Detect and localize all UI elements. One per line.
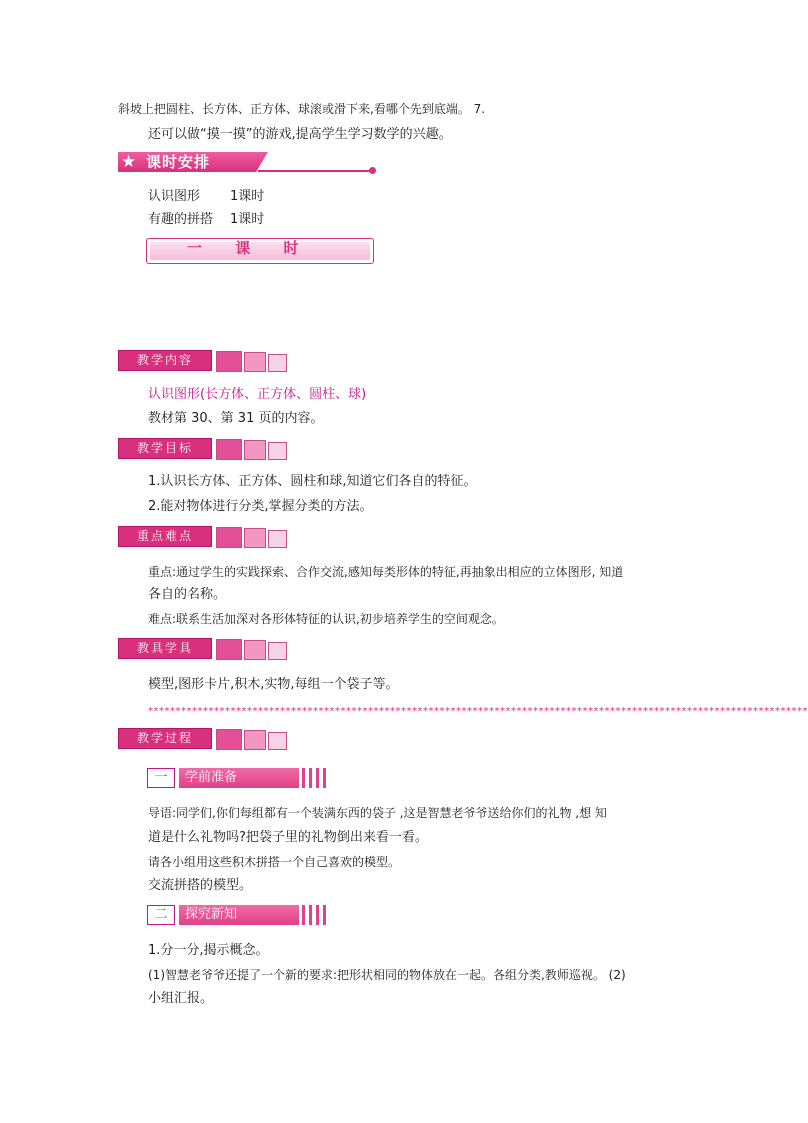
section-tag-label: 教学目标 [118, 438, 212, 459]
step-text: 道是什么礼物吗?把袋子里的礼物倒出来看一看。 [148, 830, 428, 845]
step-number: 一 [147, 768, 175, 788]
schedule-hours: 1课时 [230, 189, 265, 204]
step-text: (1)智慧老爷爷还提了一个新的要求:把形状相同的物体放在一起。各组分类,教师巡视。 (2) [148, 968, 626, 982]
section-tag-process [118, 728, 298, 749]
content-text: 教材第 30、第 31 页的内容。 [148, 411, 324, 426]
goal-item: 2.能对物体进行分类,掌握分类的方法。 [148, 499, 373, 514]
step-text: 导语:同学们,你们每组都有一个装满东西的袋子 ,这是智慧老爷爷送给你们的礼物 ,想 知 [148, 806, 607, 820]
section-tag-goals [118, 438, 298, 459]
step-text: 交流拼搭的模型。 [148, 878, 253, 893]
difficulty-line: 难点:联系生活加深对各形体特征的认识,初步培养学生的空间观念。 [148, 612, 504, 626]
section-tag-label: 教具学具 [118, 638, 212, 659]
schedule-hours: 1课时 [230, 212, 265, 227]
star-icon: ★ [121, 152, 137, 172]
step-title: 探究新知 [179, 905, 299, 925]
tools-text: 模型,图形卡片,积木,实物,每组一个袋子等。 [148, 677, 399, 692]
schedule-topic: 有趣的拼搭 [148, 212, 214, 227]
schedule-row [148, 211, 264, 229]
step-title: 学前准备 [179, 768, 299, 788]
section-tag-label: 教学过程 [118, 728, 212, 749]
goal-item: 1.认识长方体、正方体、圆柱和球,知道它们各自的特征。 [148, 474, 477, 489]
content-title: 认识图形(长方体、正方体、圆柱、球) [148, 387, 367, 402]
schedule-topic: 认识图形 [148, 189, 201, 204]
section-tag-label: 教学内容 [118, 350, 212, 371]
key-point-line-2: 各自的名称。 [148, 587, 227, 602]
step-number: 二 [147, 905, 175, 925]
schedule-header-label: 课时安排 [146, 153, 211, 171]
section-tag-label: 重点难点 [118, 526, 212, 547]
star-divider: ************************************************************************************************************************ [148, 706, 808, 717]
section-tag-tools [118, 638, 298, 659]
schedule-header [118, 152, 376, 174]
step-header [147, 905, 330, 925]
section-tag-key-points [118, 526, 298, 547]
section-tag-content [118, 350, 298, 371]
period-banner-label: 一 课 时 [187, 239, 313, 257]
key-point-line-1: 重点:通过学生的实践探索、合作交流,感知每类形体的特征,再抽象出相应的立体图形, 知道 [148, 565, 624, 579]
intro-line-1: 斜坡上把圆柱、长方体、正方体、球滚或滑下来,看哪个先到底端。 7. [118, 102, 486, 116]
step-header [147, 768, 330, 788]
schedule-row [148, 188, 264, 206]
period-banner [146, 238, 374, 264]
step-text: 请各小组用这些积木拼搭一个自己喜欢的模型。 [148, 855, 401, 869]
step-text: 1.分一分,揭示概念。 [148, 943, 269, 958]
step-text: 小组汇报。 [148, 991, 214, 1006]
intro-line-2: 还可以做“摸一摸”的游戏,提高学生学习数学的兴趣。 [148, 127, 452, 142]
